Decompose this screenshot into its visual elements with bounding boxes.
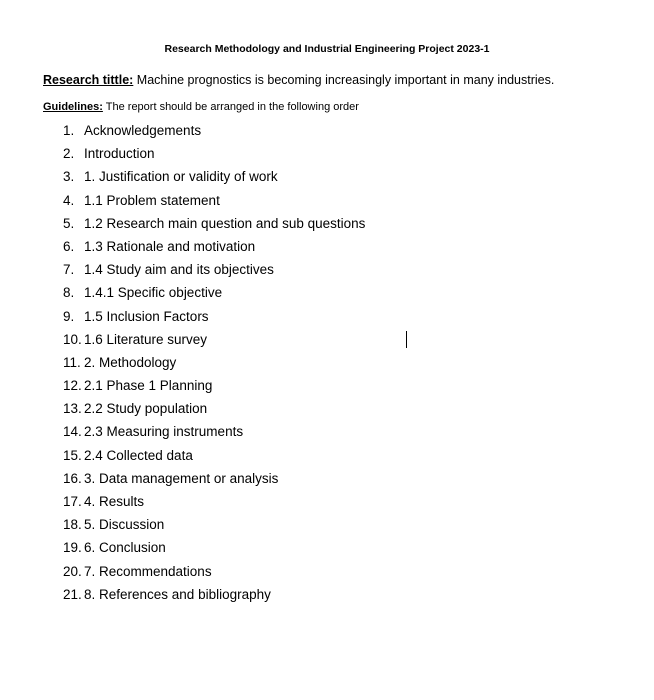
- list-item-number: 19.: [63, 540, 82, 556]
- list-item-text: 2.1 Phase 1 Planning: [84, 378, 213, 394]
- list-item-text: 2.2 Study population: [84, 401, 208, 417]
- list-item-text: Acknowledgements: [84, 123, 202, 138]
- list-item-number: 14.: [63, 424, 82, 440]
- text-cursor: [406, 331, 407, 348]
- list-item-number: 18.: [63, 517, 82, 533]
- list-item-number: 11.: [63, 354, 81, 370]
- list-item-text: 1.4 Study aim and its objectives: [84, 262, 274, 278]
- list-item-text: 4. Results: [84, 494, 145, 509]
- list-item-number: 3.: [63, 169, 75, 185]
- report-order-list: [0, 122, 500, 609]
- list-item: [0, 423, 500, 446]
- list-item: [0, 145, 500, 168]
- list-item: [0, 168, 500, 191]
- list-item-number: 5.: [63, 215, 75, 231]
- list-item-text: 2. Methodology: [84, 354, 177, 370]
- list-item: [0, 122, 500, 145]
- list-item: [0, 238, 500, 261]
- list-item-text: 1.5 Inclusion Factors: [84, 308, 209, 324]
- list-item-number: 7.: [63, 262, 75, 278]
- list-item-number: 12.: [63, 378, 82, 394]
- list-item: [0, 586, 500, 609]
- list-item-text: 5. Discussion: [84, 517, 165, 533]
- list-item: [0, 215, 500, 238]
- list-item-text: 1.4.1 Specific objective: [84, 285, 223, 301]
- research-title-text: Machine prognostics is becoming increasingly important in many industries.: [133, 73, 555, 87]
- list-item: [0, 284, 500, 307]
- list-item-number: 16.: [63, 470, 82, 486]
- list-item: [0, 400, 500, 423]
- list-item-text: Introduction: [84, 146, 155, 162]
- research-title-label: Research tittle:: [43, 73, 134, 87]
- list-item: [0, 447, 500, 470]
- list-item: [0, 539, 500, 562]
- list-item-number: 15.: [63, 447, 82, 463]
- list-item-text: 1.1 Problem statement: [84, 192, 220, 208]
- list-item-number: 21.: [63, 586, 82, 602]
- list-item-text: 1.2 Research main question and sub questions: [84, 215, 366, 231]
- guidelines-line: [43, 101, 359, 113]
- list-item-text: 3. Data management or analysis: [84, 470, 279, 486]
- list-item-number: 6.: [63, 238, 75, 254]
- guidelines-label: Guidelines:: [43, 101, 103, 113]
- document-title: Research Methodology and Industrial Engineering Project 2023-1: [164, 43, 490, 55]
- list-item: [0, 563, 500, 586]
- list-item-number: 9.: [63, 308, 75, 324]
- list-item-text: 2.3 Measuring instruments: [84, 424, 244, 440]
- list-item-number: 1.: [63, 123, 75, 138]
- list-item-text: 6. Conclusion: [84, 540, 166, 556]
- list-item: [0, 354, 500, 377]
- list-item-number: 8.: [63, 285, 75, 301]
- guidelines-text: The report should be arranged in the following order: [102, 101, 359, 113]
- list-item-text: 1.3 Rationale and motivation: [84, 238, 256, 254]
- list-item: [0, 493, 500, 516]
- list-item-text: 1.6 Literature survey: [84, 331, 208, 347]
- list-item: [0, 192, 500, 215]
- list-item-text: 8. References and bibliography: [84, 586, 271, 602]
- list-item-number: 10.: [63, 331, 82, 347]
- list-item-number: 2.: [63, 146, 75, 162]
- list-item-text: 7. Recommendations: [84, 563, 212, 579]
- list-item: [0, 377, 500, 400]
- list-item-number: 17.: [63, 494, 82, 509]
- list-item: [0, 261, 500, 284]
- list-item: [0, 331, 500, 354]
- list-item-number: 4.: [63, 192, 75, 208]
- list-item-number: 13.: [63, 401, 82, 417]
- list-item-number: 20.: [63, 563, 82, 579]
- list-item-text: 2.4 Collected data: [84, 447, 193, 463]
- list-item: [0, 516, 500, 539]
- list-item-text: 1. Justification or validity of work: [84, 169, 278, 185]
- research-title-line: [43, 73, 554, 87]
- list-item: [0, 308, 500, 331]
- list-item: [0, 470, 500, 493]
